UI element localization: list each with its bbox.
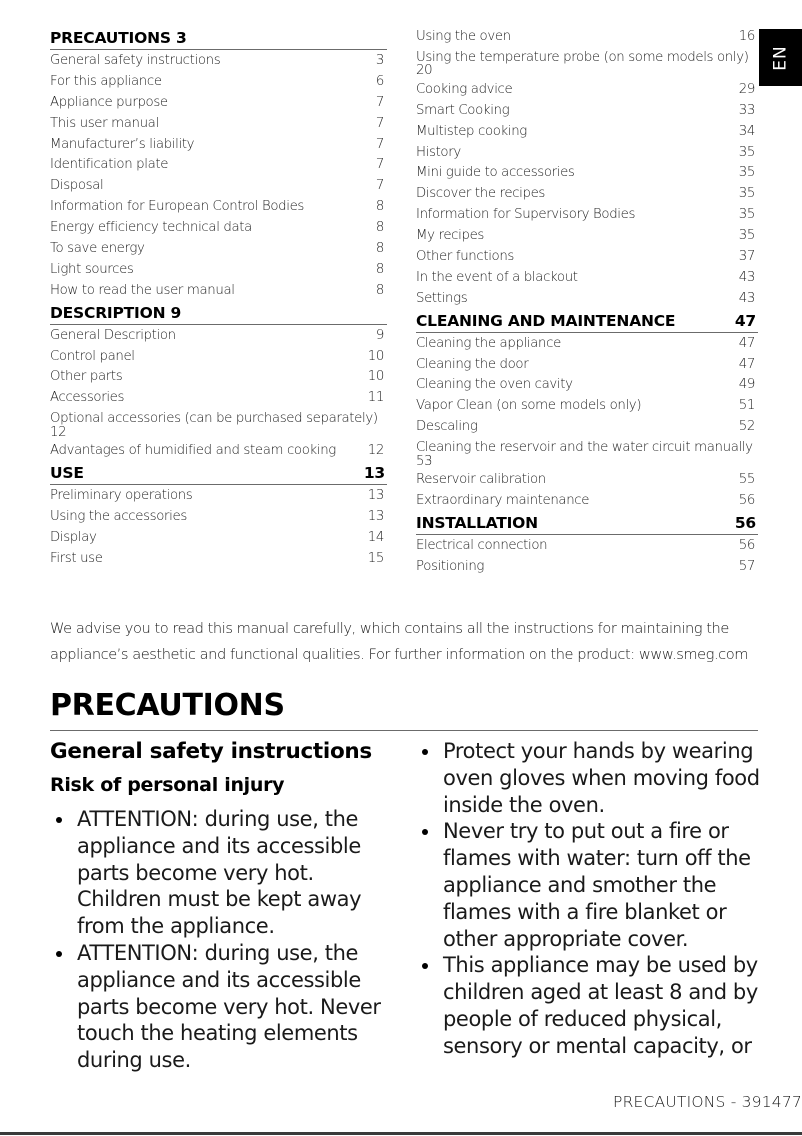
toc-entry-title: Using the temperature probe (on some models only): [416, 49, 749, 65]
toc-entry[interactable]: [50, 409, 387, 441]
toc-entry-title: In the event of a blackout: [416, 269, 578, 285]
toc-entry-page: 47: [734, 311, 756, 330]
toc-entry[interactable]: [416, 205, 758, 226]
toc-entry[interactable]: [50, 441, 387, 462]
toc-entry[interactable]: [416, 122, 758, 143]
toc-entry-title: How to read the user manual: [50, 282, 235, 298]
toc-entry-title: Using the oven: [416, 29, 511, 44]
bullet-list-right: [416, 738, 761, 1060]
toc-entry-title: PRECAUTIONS 3: [50, 29, 187, 47]
toc-entry-page: 35: [738, 144, 755, 160]
toc-entry[interactable]: [50, 239, 387, 260]
toc-entry-title: Settings: [416, 290, 468, 306]
toc-entry[interactable]: [416, 491, 758, 512]
toc-entry-title: For this appliance: [50, 73, 162, 89]
toc-entry-page: 43: [738, 269, 755, 285]
toc-entry-title: INSTALLATION: [416, 513, 538, 532]
toc-entry-page: 10: [367, 348, 384, 364]
toc-entry-page: 8: [375, 199, 384, 215]
toc-entry-page: 7: [375, 115, 384, 131]
toc-entry-title: Cleaning the door: [416, 356, 529, 372]
bullet-item: ATTENTION: during use, the appliance and its accessible parts become very hot. Children must be kept away from the appliance.: [50, 806, 390, 940]
toc-entry[interactable]: [416, 557, 758, 578]
toc-entry[interactable]: [50, 155, 387, 176]
toc-entry[interactable]: [50, 93, 387, 114]
toc-entry-title: Advantages of humidified and steam cooking: [50, 443, 336, 459]
toc-entry-page: 7: [375, 136, 384, 152]
bullet-item: ATTENTION: during use, the appliance and its accessible parts become very hot. Never touch the heating elements during use.: [50, 940, 390, 1074]
toc-entry[interactable]: [416, 355, 758, 376]
toc-entry[interactable]: [50, 176, 387, 197]
toc-entry-page: 13: [367, 488, 384, 504]
toc-entry-page: 11: [367, 390, 384, 406]
toc-entry-page: 15: [367, 550, 384, 566]
toc-entry-title: Display: [50, 529, 97, 545]
toc-right-column: [416, 27, 758, 578]
toc-entry-title: DESCRIPTION 9: [50, 303, 182, 322]
toc-section-heading[interactable]: [50, 27, 387, 50]
toc-entry[interactable]: [50, 347, 387, 368]
toc-entry[interactable]: [50, 114, 387, 135]
toc-entry-title: General safety instructions: [50, 53, 221, 68]
toc-entry[interactable]: [416, 80, 758, 101]
toc-entry-title: Appliance purpose: [50, 94, 168, 110]
toc-entry-title: Multistep cooking: [416, 123, 527, 139]
toc-entry[interactable]: [50, 72, 387, 93]
toc-entry[interactable]: [50, 507, 387, 528]
toc-entry-title: Control panel: [50, 348, 135, 364]
toc-entry[interactable]: [416, 48, 758, 80]
toc-entry-page: 7: [375, 178, 384, 194]
toc-entry-title: General Description: [50, 327, 176, 343]
toc-entry-title: Cleaning the oven cavity: [416, 377, 573, 393]
toc-entry-page: 7: [375, 157, 384, 173]
bullet-item: Protect your hands by wearing oven gloves when moving food inside the oven.: [416, 738, 761, 818]
toc-entry[interactable]: [50, 51, 387, 72]
language-tab-label: EN: [770, 44, 791, 71]
toc-entry-title: Cooking advice: [416, 81, 513, 97]
toc-section-heading[interactable]: [50, 302, 387, 325]
toc-entry-title: Information for Supervisory Bodies: [416, 207, 636, 223]
toc-entry-title: This user manual: [50, 115, 159, 131]
toc-entry[interactable]: [416, 143, 758, 164]
toc-entry-page: 52: [738, 419, 755, 435]
bottom-divider: [0, 1132, 802, 1135]
toc-entry[interactable]: [50, 197, 387, 218]
toc-entry-title: Cleaning the reservoir and the water circuit manually: [416, 440, 753, 456]
toc-entry-page: 56: [734, 513, 756, 532]
toc-entry-title: Disposal: [50, 178, 104, 194]
toc-entry[interactable]: [416, 163, 758, 184]
toc-entry[interactable]: [416, 470, 758, 491]
toc-entry-title: Electrical connection: [416, 537, 548, 553]
toc-entry-page: 43: [738, 290, 755, 306]
toc-entry[interactable]: [50, 135, 387, 156]
toc-entry-title: Positioning: [416, 558, 485, 574]
toc-entry-page: 47: [738, 335, 755, 351]
toc-entry-title: Vapor Clean (on some models only): [416, 398, 642, 414]
toc-entry-page: 34: [738, 123, 755, 139]
language-tab: [759, 29, 802, 86]
toc-entry-page: 3: [375, 53, 384, 68]
toc-entry-title: Identification plate: [50, 157, 169, 173]
toc-entry-title: Manufacturer’s liability: [50, 136, 195, 152]
toc-entry[interactable]: [50, 367, 387, 388]
toc-entry[interactable]: [50, 486, 387, 507]
toc-entry-title: Other parts: [50, 369, 123, 385]
toc-entry-title: Light sources: [50, 261, 134, 277]
toc-entry[interactable]: [50, 260, 387, 281]
toc-entry[interactable]: [50, 218, 387, 239]
toc-entry-title: Reservoir calibration: [416, 472, 546, 488]
toc-entry-page: 56: [738, 537, 755, 553]
toc-entry[interactable]: [416, 396, 758, 417]
toc-entry-page: 29: [738, 81, 755, 97]
toc-section-heading[interactable]: [50, 462, 387, 485]
toc-entry[interactable]: [416, 334, 758, 355]
toc-entry-page: 12: [50, 424, 67, 440]
toc-entry-page: 56: [738, 493, 755, 509]
toc-entry-page: 8: [375, 220, 384, 236]
toc-entry[interactable]: [416, 101, 758, 122]
toc-entry-page: 12: [367, 443, 384, 459]
page-title: PRECAUTIONS: [50, 684, 758, 731]
toc-entry-title: Other functions: [416, 249, 514, 265]
toc-entry-title: USE: [50, 464, 84, 483]
toc-entry-page: 37: [738, 249, 755, 265]
toc-entry-page: 33: [738, 102, 755, 118]
toc-entry-page: 8: [375, 241, 384, 257]
toc-left-column: [50, 27, 387, 570]
toc-entry-title: Cleaning the appliance: [416, 335, 561, 351]
toc-entry[interactable]: [416, 268, 758, 289]
toc-entry[interactable]: [416, 438, 758, 470]
toc-entry-page: 35: [738, 165, 755, 181]
toc-entry-title: My recipes: [416, 228, 484, 244]
toc-entry[interactable]: [416, 247, 758, 268]
toc-entry-title: Accessories: [50, 390, 125, 406]
toc-entry-page: 55: [738, 472, 755, 488]
toc-entry-page: 8: [375, 282, 384, 298]
toc-entry[interactable]: [416, 27, 758, 48]
toc-entry-title: Preliminary operations: [50, 488, 193, 504]
toc-section-heading[interactable]: [416, 512, 758, 535]
section-heading: General safety instructions: [50, 739, 372, 764]
toc-entry-page: 47: [738, 356, 755, 372]
toc-entry-page: 7: [375, 94, 384, 110]
toc-entry-title: History: [416, 144, 461, 160]
toc-entry-page: 6: [375, 73, 384, 89]
bullet-list-left: [50, 806, 390, 1074]
toc-entry-title: Using the accessories: [50, 509, 187, 525]
body-right-column: [416, 736, 761, 1060]
toc-entry-page: 8: [375, 261, 384, 277]
toc-entry[interactable]: [416, 417, 758, 438]
bullet-item: This appliance may be used by children aged at least 8 and by people of reduced physical, sensory or mental capacity, or: [416, 952, 761, 1059]
toc-entry-page: 16: [738, 29, 755, 44]
toc-entry-page: 35: [738, 207, 755, 223]
body-left-column: [50, 736, 390, 1074]
toc-entry[interactable]: [50, 528, 387, 549]
toc-entry-page: 10: [367, 369, 384, 385]
toc-entry-page: 57: [738, 558, 755, 574]
toc-entry-title: To save energy: [50, 241, 145, 257]
toc-entry-title: Discover the recipes: [416, 186, 546, 202]
intro-paragraph: We advise you to read this manual carefully, which contains all the instructions for maintaining the appliance’s aesthetic and functional qualities. For further information on the product: www.smeg.com: [50, 620, 748, 663]
toc-entry-page: 13: [363, 464, 385, 483]
toc-entry-title: Optional accessories (can be purchased separately): [50, 411, 378, 427]
toc-entry-title: First use: [50, 550, 103, 566]
page-footer-label: PRECAUTIONS - 391477: [613, 1093, 802, 1111]
toc-entry[interactable]: [50, 388, 387, 409]
toc-entry-page: 35: [738, 228, 755, 244]
toc-entry-page: 13: [367, 509, 384, 525]
toc-entry-title: Smart Cooking: [416, 102, 510, 118]
bullet-item: Never try to put out a fire or flames with water: turn off the appliance and smother the flames with a fire blanket or other appropriate cover.: [416, 818, 761, 952]
toc-entry-title: Energy efficiency technical data: [50, 220, 252, 236]
toc-entry-title: Descaling: [416, 419, 478, 435]
toc-entry-page: 35: [738, 186, 755, 202]
toc-entry-title: CLEANING AND MAINTENANCE: [416, 311, 676, 330]
toc-entry-title: Extraordinary maintenance: [416, 493, 590, 509]
toc-entry[interactable]: [50, 281, 387, 302]
toc-entry[interactable]: [416, 289, 758, 310]
toc-entry-title: Mini guide to accessories: [416, 165, 575, 181]
toc-entry[interactable]: [416, 375, 758, 396]
toc-entry[interactable]: [416, 184, 758, 205]
toc-entry[interactable]: [416, 226, 758, 247]
toc-entry-page: 14: [367, 529, 384, 545]
toc-section-heading[interactable]: [416, 310, 758, 333]
toc-entry-page: 20: [416, 63, 433, 79]
toc-entry-page: 53: [416, 453, 433, 469]
toc-entry-page: 9: [375, 327, 384, 343]
subsection-heading: Risk of personal injury: [50, 774, 285, 796]
toc-entry[interactable]: [50, 549, 387, 570]
toc-entry-page: 49: [738, 377, 755, 393]
toc-entry-page: 51: [738, 398, 755, 414]
toc-entry[interactable]: [416, 536, 758, 557]
toc-entry[interactable]: [50, 326, 387, 347]
toc-entry-title: Information for European Control Bodies: [50, 199, 304, 215]
